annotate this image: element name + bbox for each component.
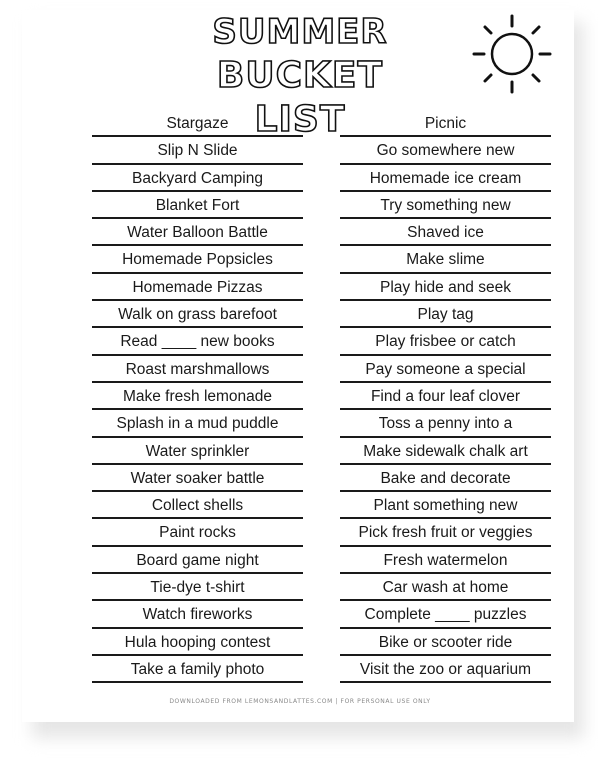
list-item: Visit the zoo or aquarium [340,656,551,683]
left-activity-list [92,110,303,683]
list-item: Water Balloon Battle [92,219,303,246]
list-item: Play hide and seek [340,274,551,301]
list-item: Make slime [340,246,551,273]
list-item: Make fresh lemonade [92,383,303,410]
list-item: Slip N Slide [92,137,303,164]
list-item: Board game night [92,547,303,574]
list-item: Tie-dye t-shirt [92,574,303,601]
list-item: Pay someone a special [340,356,551,383]
list-item: Shaved ice [340,219,551,246]
list-item: Hula hooping contest [92,629,303,656]
list-item: Homemade Popsicles [92,246,303,273]
list-item: Toss a penny into a [340,410,551,437]
footer-note: DOWNLOADED FROM LEMONSANDLATTES.COM | FOR PERSONAL USE ONLY [169,698,431,705]
list-item: Bake and decorate [340,465,551,492]
list-item: Roast marshmallows [92,356,303,383]
list-item: Try something new [340,192,551,219]
list-item: Splash in a mud puddle [92,410,303,437]
right-activity-list [340,110,551,683]
list-item: Homemade Pizzas [92,274,303,301]
title-line-2: BUCKET LIST [216,55,384,140]
list-item: Read ____ new books [92,328,303,355]
list-item: Pick fresh fruit or veggies [340,519,551,546]
list-item: Make sidewalk chalk art [340,438,551,465]
list-item: Stargaze [92,110,303,137]
list-item: Water soaker battle [92,465,303,492]
list-item: Homemade ice cream [340,165,551,192]
list-item: Walk on grass barefoot [92,301,303,328]
list-item: Go somewhere new [340,137,551,164]
list-item: Collect shells [92,492,303,519]
sun-icon [470,10,554,94]
list-item: Blanket Fort [92,192,303,219]
list-item: Water sprinkler [92,438,303,465]
list-item: Bike or scooter ride [340,629,551,656]
list-item: Fresh watermelon [340,547,551,574]
list-item: Take a family photo [92,656,303,683]
list-item: Find a four leaf clover [340,383,551,410]
list-item: Watch fireworks [92,601,303,628]
list-item: Play frisbee or catch [340,328,551,355]
list-item: Play tag [340,301,551,328]
list-item: Plant something new [340,492,551,519]
list-item: Car wash at home [340,574,551,601]
list-item: Paint rocks [92,519,303,546]
list-item: Backyard Camping [92,165,303,192]
list-item: Picnic [340,110,551,137]
title-line-1: SUMMER [212,12,388,52]
list-item: Complete ____ puzzles [340,601,551,628]
